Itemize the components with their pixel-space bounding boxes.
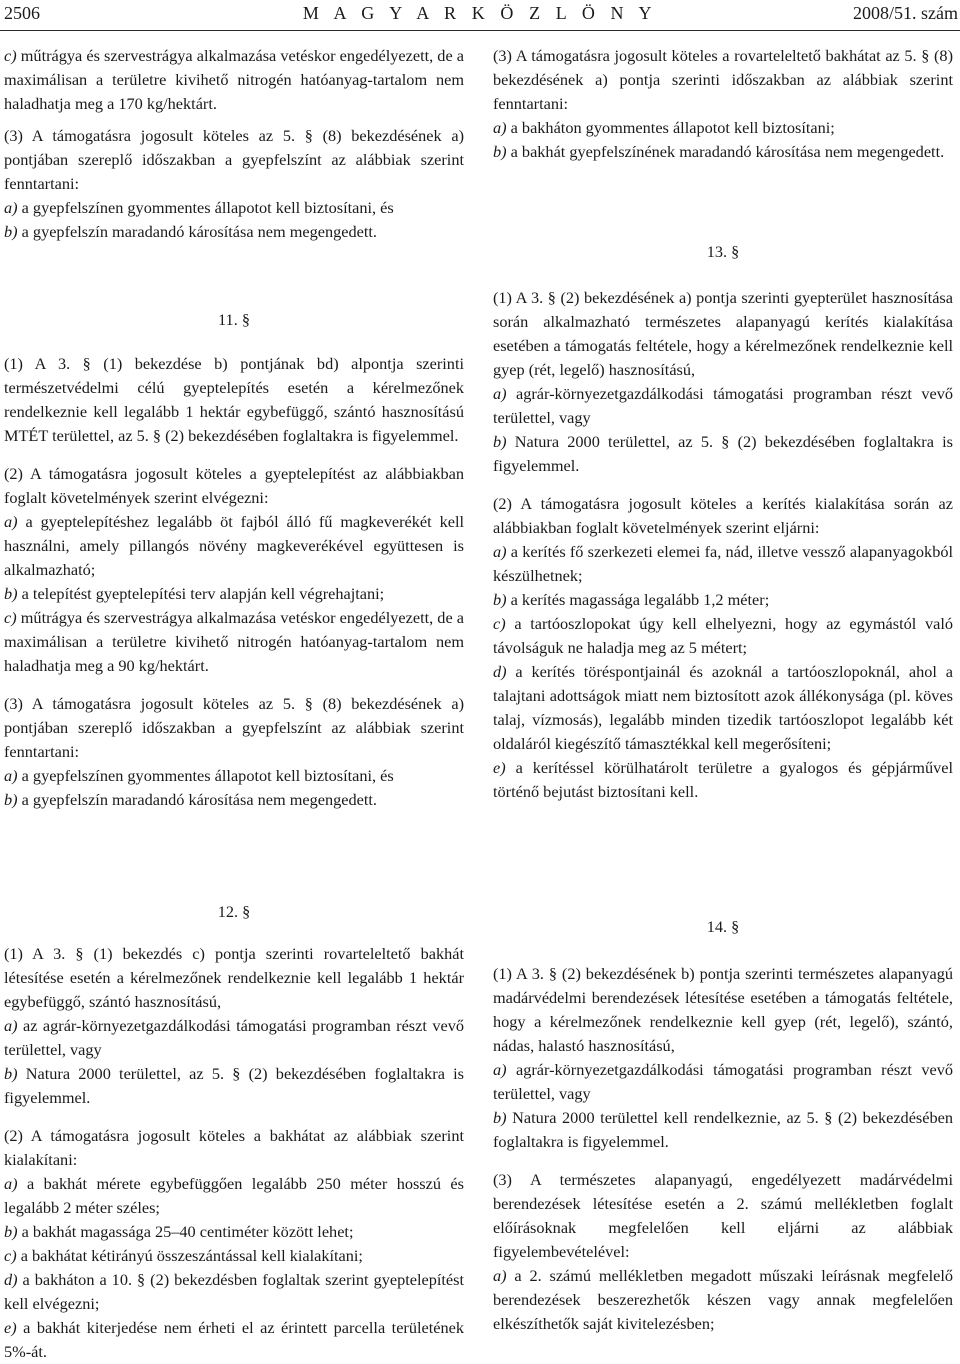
page-header bbox=[0, 0, 960, 31]
list-marker: d) bbox=[493, 662, 507, 681]
section-13-body bbox=[493, 286, 953, 804]
paragraph-text: (2) A támogatásra jogosult köteles a kerítés kialakítása során az alábbiakban foglalt követelmények szerint eljárni: bbox=[493, 494, 953, 537]
list-marker: d) bbox=[4, 1270, 18, 1289]
list-marker: b) bbox=[493, 432, 507, 451]
paragraph-text: b) a telepítést gyeptelepítési terv alapján kell végrehajtani; bbox=[4, 584, 385, 603]
paragraph-text: a) a bakháton gyommentes állapotot kell biztosítani; bbox=[493, 118, 835, 137]
paragraph-text: e) a kerítéssel körülhatárolt területre a gyalogos és gépjárművel történő bejutást biztosítani kell. bbox=[493, 758, 953, 801]
list-marker: c) bbox=[4, 1246, 17, 1265]
issue-number: 2008/51. szám bbox=[853, 3, 958, 23]
paragraph-text: b) a gyepfelszín maradandó károsítása nem megengedett. bbox=[4, 790, 377, 809]
list-marker: e) bbox=[4, 1318, 17, 1337]
list-marker: a) bbox=[493, 1266, 507, 1285]
list-marker: c) bbox=[493, 614, 506, 633]
paragraph-text: a) a gyeptelepítéshez legalább öt fajból álló fű magkeverékét kell használni, amely pillangós növény magkeverékével együttesen is alkalmazható; bbox=[4, 512, 464, 579]
paragraph-text: b) a gyepfelszín maradandó károsítása nem megengedett. bbox=[4, 222, 377, 241]
paragraph-text: (1) A 3. § (1) bekezdése b) pontjának bd) alpontja szerinti természetvédelmi célú gyeptelepítés esetén a kérelmezőnek rendelkeznie kell legalább 1 hektár egybefüggő, szántó hasznosítású MTÉT területtel, az 5. § (2) bekezdésében foglaltakra is figyelemmel. bbox=[4, 354, 464, 445]
paragraph-text: a) a kerítés fő szerkezeti elemei fa, nád, illetve vessző alapanyagokból készülhetnek; bbox=[493, 542, 953, 585]
paragraph-text: b) Natura 2000 területtel, az 5. § (2) bekezdésében foglaltakra is figyelemmel. bbox=[4, 1064, 464, 1107]
paragraph-text: (1) A 3. § (1) bekezdés c) pontja szerinti rovarteleltető bakhát létesítése esetén a kérelmezőnek rendelkeznie kell legalább 1 hektár egybefüggő, szántó hasznosítású, bbox=[4, 944, 464, 1011]
list-marker: b) bbox=[4, 1064, 18, 1083]
paragraph-text: b) a bakhát magassága 25–40 centiméter között lehet; bbox=[4, 1222, 354, 1241]
section-title-13 bbox=[493, 240, 953, 264]
list-marker: b) bbox=[493, 142, 507, 161]
list-marker: b) bbox=[4, 1222, 18, 1241]
paragraph-text: b) a kerítés magassága legalább 1,2 méter; bbox=[493, 590, 770, 609]
paragraph-text: (2) A támogatásra jogosult köteles a bakhátat az alábbiak szerint kialakítani: bbox=[4, 1126, 464, 1169]
section-12-body bbox=[4, 942, 464, 1364]
list-marker: a) bbox=[4, 766, 18, 785]
section-12-continued bbox=[493, 44, 953, 164]
paragraph-text: d) a bakháton a 10. § (2) bekezdésben foglaltak szerint gyeptelepítést kell elvégezni; bbox=[4, 1270, 464, 1313]
paragraph-text: a) az agrár-környezetgazdálkodási támogatási programban részt vevő területtel, vagy bbox=[4, 1016, 464, 1059]
list-marker: a) bbox=[4, 512, 18, 531]
paragraph-text: (1) A 3. § (2) bekezdésének b) pontja szerinti természetes alapanyagú madárvédelmi berendezések létesítése esetében a támogatás feltétele, hogy a kérelmezőnek rendelkeznie kell gyep (rét, legelő), szántó, nádas, halastó hasznosítású, bbox=[493, 964, 953, 1055]
section-heading: 12. § bbox=[217, 902, 251, 921]
section-heading: 14. § bbox=[706, 917, 740, 936]
paragraph-text: d) a kerítés töréspontjainál és azoknál a tartóoszlopoknál, ahol a talajtani adottságok miatt nem biztosított azok állékonysága (pl. köves talaj, vízmosás), legalább minden tizedik tartóoszlopot legalább két oldaláról kiegészítő támasztékkal kell megerősíteni; bbox=[493, 662, 953, 753]
journal-title: M A G Y A R K Ö Z L Ö N Y bbox=[302, 3, 658, 23]
paragraph-text: a) agrár-környezetgazdálkodási támogatási programban részt vevő területtel, vagy bbox=[493, 384, 953, 427]
section-title-14 bbox=[493, 915, 953, 939]
paragraph-text: b) Natura 2000 területtel, az 5. § (2) bekezdésében foglaltakra is figyelemmel. bbox=[493, 432, 953, 475]
paragraph-text: (3) A támogatásra jogosult köteles az 5. § (8) bekezdésének a) pontjában szereplő időszakban a gyepfelszínt az alábbiak szerint fenntartani: bbox=[4, 694, 464, 761]
list-marker: e) bbox=[493, 758, 506, 777]
paragraph-text: (2) A támogatásra jogosult köteles a gyeptelepítést az alábbiakban foglalt követelmények szerint elvégezni: bbox=[4, 464, 464, 507]
paragraph-text: c) műtrágya és szervestrágya alkalmazása vetéskor engedélyezett, de a maximálisan a területre kivihető nitrogén hatóanyag-tartalom nem haladhatja meg a 90 kg/hektárt. bbox=[4, 608, 464, 675]
section-title-11 bbox=[4, 308, 464, 332]
list-marker: a) bbox=[4, 198, 18, 217]
list-marker: b) bbox=[4, 584, 18, 603]
paragraph-text: e) a bakhát kiterjedése nem érheti el az érintett parcella területének 5%-át. bbox=[4, 1318, 464, 1361]
list-marker: c) bbox=[4, 608, 17, 627]
paragraph bbox=[4, 124, 464, 244]
paragraph-text: c) a bakhátat kétirányú összeszántással kell kialakítani; bbox=[4, 1246, 363, 1265]
list-marker: a) bbox=[493, 118, 507, 137]
paragraph-text: a) a 2. számú mellékletben megadott műszaki leírásnak megfelelő berendezések beszerezhetők készen vagy annak megfelelően elkészíthetők saját kivitelezésben; bbox=[493, 1266, 953, 1333]
paragraph bbox=[4, 44, 464, 116]
paragraph-text: a) agrár-környezetgazdálkodási támogatási programban részt vevő területtel, vagy bbox=[493, 1060, 953, 1103]
section-title-12 bbox=[4, 900, 464, 924]
list-marker: a) bbox=[4, 1016, 18, 1035]
list-marker: b) bbox=[493, 590, 507, 609]
section-11-body bbox=[4, 352, 464, 812]
list-marker: c) bbox=[4, 46, 17, 65]
paragraph-text: b) Natura 2000 területtel kell rendelkeznie, az 5. § (2) bekezdésében foglaltakra is figyelemmel. bbox=[493, 1108, 953, 1151]
list-marker: b) bbox=[493, 1108, 507, 1127]
paragraph-text: c) a tartóoszlopokat úgy kell elhelyezni, hogy az egymástól való távolságuk ne haladja meg az 5 métert; bbox=[493, 614, 953, 657]
list-marker: a) bbox=[493, 384, 507, 403]
page-number: 2506 bbox=[4, 3, 40, 23]
list-marker: a) bbox=[493, 1060, 507, 1079]
paragraph-text: c) műtrágya és szervestrágya alkalmazása vetéskor engedélyezett, de a maximálisan a területre kivihető nitrogén hatóanyag-tartalom nem haladhatja meg a 170 kg/hektárt. bbox=[4, 46, 464, 113]
section-14-body bbox=[493, 962, 953, 1336]
paragraph-text: b) a bakhát gyepfelszínének maradandó károsítása nem megengedett. bbox=[493, 142, 945, 161]
section-heading: 13. § bbox=[706, 242, 740, 261]
paragraph-text: (3) A természetes alapanyagú, engedélyezett madárvédelmi berendezések létesítése esetén a 2. számú mellékletben foglalt előírásoknak megfelelően kell eljárni az alábbiak figyelembevételével: bbox=[493, 1170, 953, 1261]
paragraph-text: (3) A támogatásra jogosult köteles a rovarteleltető bakhátat az 5. § (8) bekezdésének a) pontja szerinti időszakban az alábbiak szerint fenntartani: bbox=[493, 46, 953, 113]
paragraph-text: a) a gyepfelszínen gyommentes állapotot kell biztosítani, és bbox=[4, 766, 394, 785]
paragraph-text: a) a gyepfelszínen gyommentes állapotot kell biztosítani, és bbox=[4, 198, 394, 217]
section-heading: 11. § bbox=[218, 310, 250, 329]
paragraph-text: (3) A támogatásra jogosult köteles az 5. § (8) bekezdésének a) pontjában szereplő időszakban a gyepfelszínt az alábbiak szerint fenntartani: bbox=[4, 126, 464, 193]
list-marker: b) bbox=[4, 222, 18, 241]
list-marker: a) bbox=[4, 1174, 18, 1193]
list-marker: a) bbox=[493, 542, 507, 561]
paragraph-text: a) a bakhát mérete egybefüggően legalább 250 méter hosszú és legalább 2 méter széles; bbox=[4, 1174, 464, 1217]
list-marker: b) bbox=[4, 790, 18, 809]
paragraph-text: (1) A 3. § (2) bekezdésének a) pontja szerinti gyepterület hasznosítása során alkalmazható természetes alapanyagú kerítés kialakítása esetében a támogatás feltétele, hogy a kérelmezőnek rendelkeznie kell gyep (rét, legelő) hasznosítású, bbox=[493, 288, 953, 379]
